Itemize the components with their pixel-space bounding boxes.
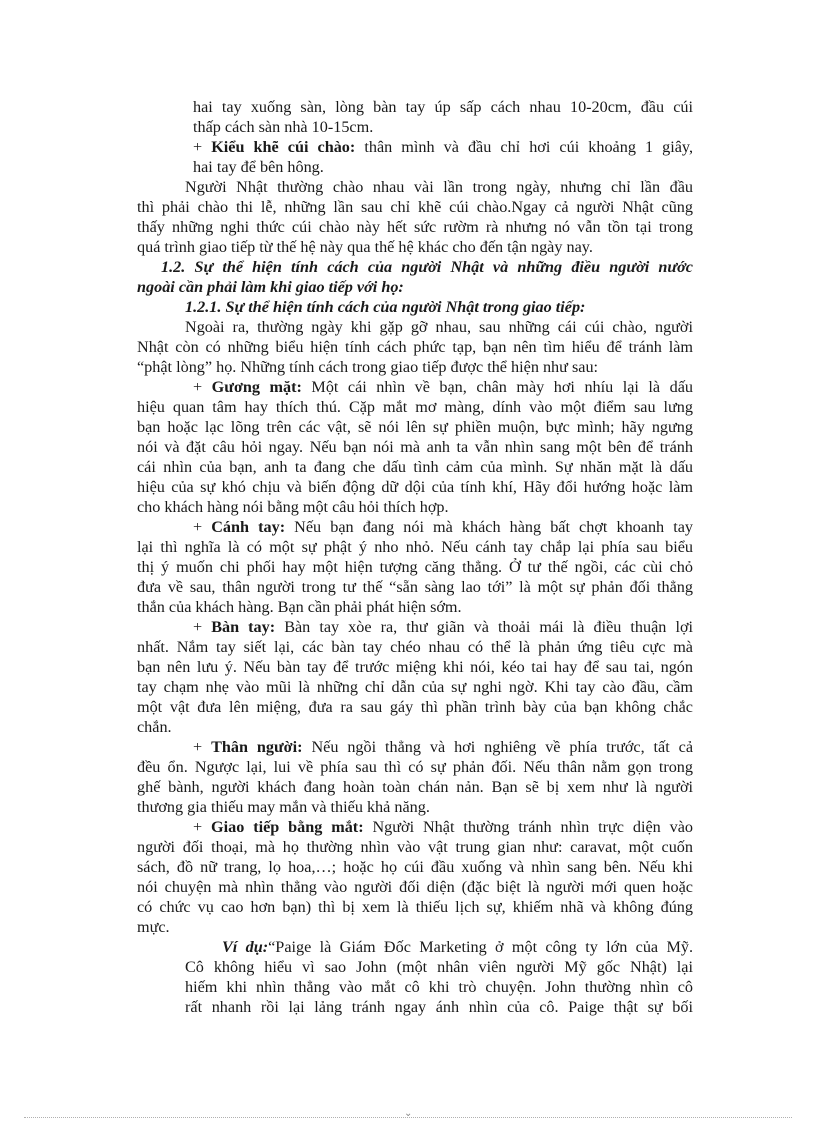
text-line: tay chạm nhẹ vào mũi là những chỉ dẫn của sự nghi ngờ. Khi tay cào đầu, cầm: [137, 678, 693, 696]
bullet-item-giao-tiep-bang-mat: + Giao tiếp bằng mắt: Người Nhật thường tránh nhìn trực diện vào: [193, 818, 693, 836]
bullet-item-guong-mat: + Gương mặt: Một cái nhìn về bạn, chân mày hơi nhíu lại là dấu: [193, 378, 693, 396]
text-line: có chức vụ cao hơn bạn) thì bị xem là thiếu lịch sự, khiếm nhã và không đúng: [137, 898, 693, 916]
text-line: chắn.: [137, 718, 172, 736]
text-line: thì phải chào thi lễ, những lần sau chỉ khẽ cúi chào.Ngay cả người Nhật cũng: [137, 198, 693, 216]
text-line: Cô không hiểu vì sao John (một nhân viên người Mỹ gốc Nhật) lại: [185, 958, 693, 976]
text-line: nhất. Nắm tay siết lại, các bàn tay chéo nhau có thể là phản ứng tiêu cực mà: [137, 638, 693, 656]
text-line: Người Nhật thường chào nhau vài lần trong ngày, nhưng chỉ lần đầu: [185, 178, 693, 196]
term-label: Thân người:: [211, 738, 303, 756]
text-line: hai tay để bên hông.: [193, 158, 324, 176]
term-label: Kiểu khẽ cúi chào:: [211, 138, 356, 156]
text-line: cái nhìn của bạn, anh ta đang che dấu tình cảm của mình. Sự nhăn mặt là dấu: [137, 458, 693, 476]
text-line: Nhật còn có những biểu hiện tính cách phức tạp, bạn nên tìm hiểu để tránh làm: [137, 338, 693, 356]
text-line: hiếm khi nhìn thẳng vào mắt cô khi trò chuyện. John thường nhìn cô: [185, 978, 693, 996]
text-line: hai tay xuống sàn, lòng bàn tay úp sấp cách nhau 10-20cm, đầu cúi: [193, 98, 693, 116]
text-line: “phật lòng” họ. Những tính cách trong giao tiếp được thể hiện như sau:: [137, 358, 599, 376]
text-line: hiệu quan tâm hay thích thú. Cặp mắt mơ màng, dính vào một điểm sau lưng: [137, 398, 693, 416]
text-line: cho khách hàng nói bằng một câu hỏi thích hợp.: [137, 498, 449, 516]
section-heading-1-2-1: 1.2.1. Sự thể hiện tính cách của người Nhật trong giao tiếp:: [185, 298, 586, 316]
text-line: sách, đồ nữ trang, lọ hoa,…; hoặc họ cúi đầu xuống và nhìn sang bên. Nếu khi: [137, 858, 693, 876]
page-break-marker: ⌄: [404, 1108, 413, 1119]
text-line: thấy những nghi thức cúi chào này hết sức rườm rà nhưng nó vẫn tồn tại trong: [137, 218, 693, 236]
term-label: Gương mặt:: [211, 378, 302, 396]
text-line: lại thì nghĩa là có một sự phật ý nho nhỏ. Nếu cánh tay chắp lại phía sau biểu: [137, 538, 693, 556]
section-heading-1-2-cont: ngoài cần phải làm khi giao tiếp với họ:: [137, 278, 404, 296]
text-line: bạn hoặc lạc lõng trên các vật, sẽ nói lên sự phiền muộn, bực mình; hãy ngưng: [137, 418, 693, 436]
text-line: quá trình giao tiếp từ thế hệ này qua thế hệ khác cho đến tận ngày nay.: [137, 238, 593, 256]
text-line: nói chuyện mà nhìn thẳng vào người đối diện (đặc biệt là người mới quen hoặc: [137, 878, 693, 896]
text-line: bạn nên lưu ý. Nếu bàn tay để trước miệng khi nói, kéo tai hay để sau tai, ngón: [137, 658, 693, 676]
text-line: ghế bành, người khách đang hoàn toàn chán nản. Bạn sẽ bị xem như là người: [137, 778, 693, 796]
example-label: Ví dụ:: [222, 938, 269, 956]
term-label: Giao tiếp bằng mắt:: [211, 818, 364, 836]
text-line: một vật đưa lên miệng, đưa ra sau gáy thì phần trình bày của bạn không chắc: [137, 698, 693, 716]
text-line: thương gia thiếu may mắn và thiếu khả năng.: [137, 798, 430, 816]
text-line: người đối thoại, mà họ thường nhìn vào vật trung gian như: caravat, một cuốn: [137, 838, 693, 856]
text-line: nói và đặt câu hỏi ngay. Nếu bạn nói mà anh ta vẫn nhìn sang một bên để tránh: [137, 438, 693, 456]
bullet-item-canh-tay: + Cánh tay: Nếu bạn đang nói mà khách hàng bất chợt khoanh tay: [193, 518, 693, 536]
example-intro: Ví dụ:“Paige là Giám Đốc Marketing ở một công ty lớn của Mỹ.: [222, 938, 693, 956]
text-line: Ngoài ra, thường ngày khi gặp gỡ nhau, sau những cái cúi chào, người: [185, 318, 693, 336]
text-line: mực.: [137, 918, 170, 936]
section-heading-1-2: 1.2. Sự thể hiện tính cách của người Nhật và những điều người nước: [161, 258, 693, 276]
text-line: thấp cách sàn nhà 10-15cm.: [193, 118, 374, 136]
text-line: đưa về sau, thân người trong tư thế “sẵn sàng lao tới” là một sự phản đối thẳng: [137, 578, 693, 596]
bullet-item-than-nguoi: + Thân người: Nếu ngồi thẳng và hơi nghiêng về phía trước, tất cả: [193, 738, 693, 756]
text-line: thị ý muốn chi phối hay một hiện tượng căng thẳng. Ở tư thế ngồi, các cùi chỏ: [137, 558, 693, 576]
text-line: hiệu của sự khó chịu và biến động dữ dội của tính khí, Hãy đổi hướng hoặc làm: [137, 478, 693, 496]
text-line: rất nhanh rồi lại lảng tránh ngay ánh nhìn của cô. Paige thật sự bối: [185, 998, 693, 1016]
bullet-item-ban-tay: + Bàn tay: Bàn tay xòe ra, thư giãn và thoải mái là điều thuận lợi: [193, 618, 693, 636]
text-line: đều ổn. Ngược lại, lui về phía sau thì có sự phản đối. Nếu thân nằm gọn trong: [137, 758, 693, 776]
term-label: Bàn tay:: [211, 618, 276, 636]
text-line: thắn của khách hàng. Bạn cần phải phát hiện sớm.: [137, 598, 462, 616]
term-label: Cánh tay:: [211, 518, 286, 536]
bullet-item-kieu-khe-cui-chao: + Kiểu khẽ cúi chào: thân mình và đầu chỉ hơi cúi khoảng 1 giây,: [193, 138, 693, 156]
